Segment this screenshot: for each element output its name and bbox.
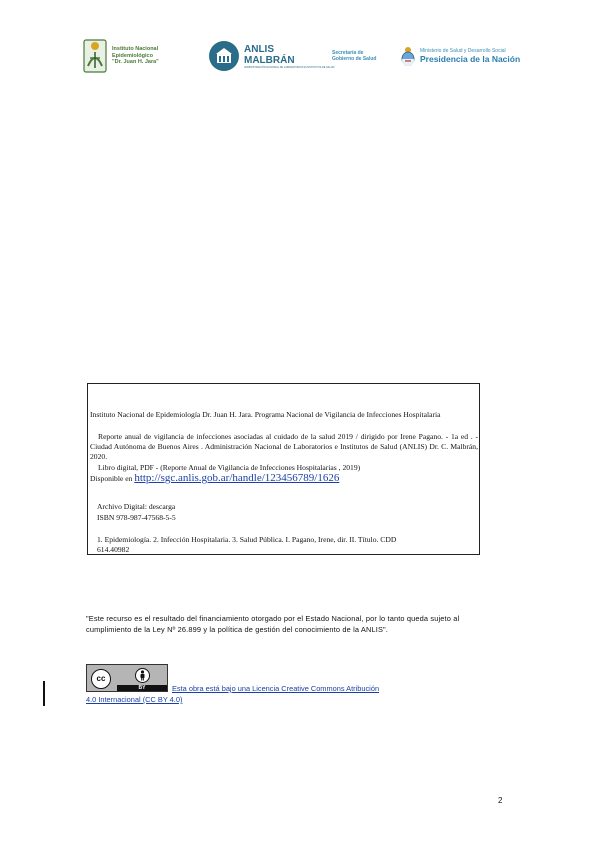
- anlis-logo: [208, 34, 334, 78]
- page-number: 2: [498, 796, 503, 805]
- secretaria-line2: Gobierno de Salud: [332, 56, 377, 62]
- instituto-logo: [82, 34, 159, 78]
- catalog-subjects: 1. Epidemiología. 2. Infección Hospitalaria. 3. Salud Pública. I. Pagano, Irene, dir. II. Título. CDD: [97, 535, 397, 544]
- by-label: BY: [117, 685, 167, 691]
- license-link-line1[interactable]: Esta obra está bajo una Licencia Creative Commons Atribución: [172, 684, 380, 693]
- catalog-format: Libro digital, PDF - (Reporte Anual de Vigilancia de Infecciones Hospitalarias , 2019): [98, 463, 361, 472]
- catalog-description: Reporte anual de vigilancia de infecciones asociadas al cuidado de la salud 2019 / dirigido por Irene Pagano. - 1a ed . - Ciudad Autónoma de Buenos Aires . Administración Nacional de Laboratorios e Institutos de Salud (ANLIS) Dr. C. Malbrán, 2020.: [90, 432, 478, 461]
- instituto-emblem-icon: [82, 36, 108, 76]
- funding-note: "Este recurso es el resultado del financiamiento otorgado por el Estado Nacional, por lo tanto queda sujeto al cumplimiento de la Ley Nº 26.899 y la política de gestión del conocimiento de la ANLIS".: [86, 614, 460, 634]
- text-cursor-bar: [43, 681, 45, 706]
- catalog-handle-link[interactable]: http://sgc.anlis.gob.ar/handle/123456789/1626: [134, 472, 340, 484]
- header-logos: [82, 34, 522, 78]
- catalog-institution: Instituto Nacional de Epidemiología Dr. Juan H. Jara. Programa Nacional de Vigilancia de Infecciones Hospitalaria: [90, 410, 441, 419]
- catalog-isbn: ISBN 978-987-47568-5-5: [97, 513, 176, 522]
- malbran-name: MALBRÁN: [244, 54, 295, 66]
- presidencia-line: Presidencia de la Nación: [420, 54, 521, 64]
- license-link-line2[interactable]: 4.0 Internacional (CC BY 4.0): [86, 695, 183, 704]
- ministerio-line1: Ministerio de Salud y Desarrollo Social: [420, 48, 506, 54]
- catalog-availability: [90, 473, 339, 484]
- anlis-tagline: ADMINISTRACIÓN NACIONAL DE LABORATORIOS E INSTITUTOS DE SALUD: [244, 65, 335, 69]
- catalog-availability-label: Disponible en: [90, 474, 133, 483]
- instituto-name-line3: "Dr. Juan H. Jara": [112, 59, 159, 66]
- anlis-name: ANLIS: [244, 43, 274, 55]
- secretaria-logo: [332, 34, 376, 78]
- instituto-name-line2: Epidemiológico: [112, 52, 153, 59]
- secretaria-line1: Secretaría de: [332, 50, 364, 56]
- instituto-name-line1: Instituto Nacional: [112, 46, 159, 53]
- argentina-coat-of-arms-icon: [400, 46, 416, 66]
- creative-commons-icon: cc: [91, 669, 111, 689]
- anlis-emblem-icon: [208, 40, 240, 72]
- catalog-cdd-number: 614.40982: [97, 545, 130, 554]
- attribution-person-icon: [135, 668, 150, 683]
- catalog-record-box: [87, 383, 480, 555]
- ministerio-logo: [400, 34, 520, 78]
- cc-by-license-badge[interactable]: [86, 664, 168, 692]
- catalog-digital-file: Archivo Digital: descarga: [97, 502, 176, 511]
